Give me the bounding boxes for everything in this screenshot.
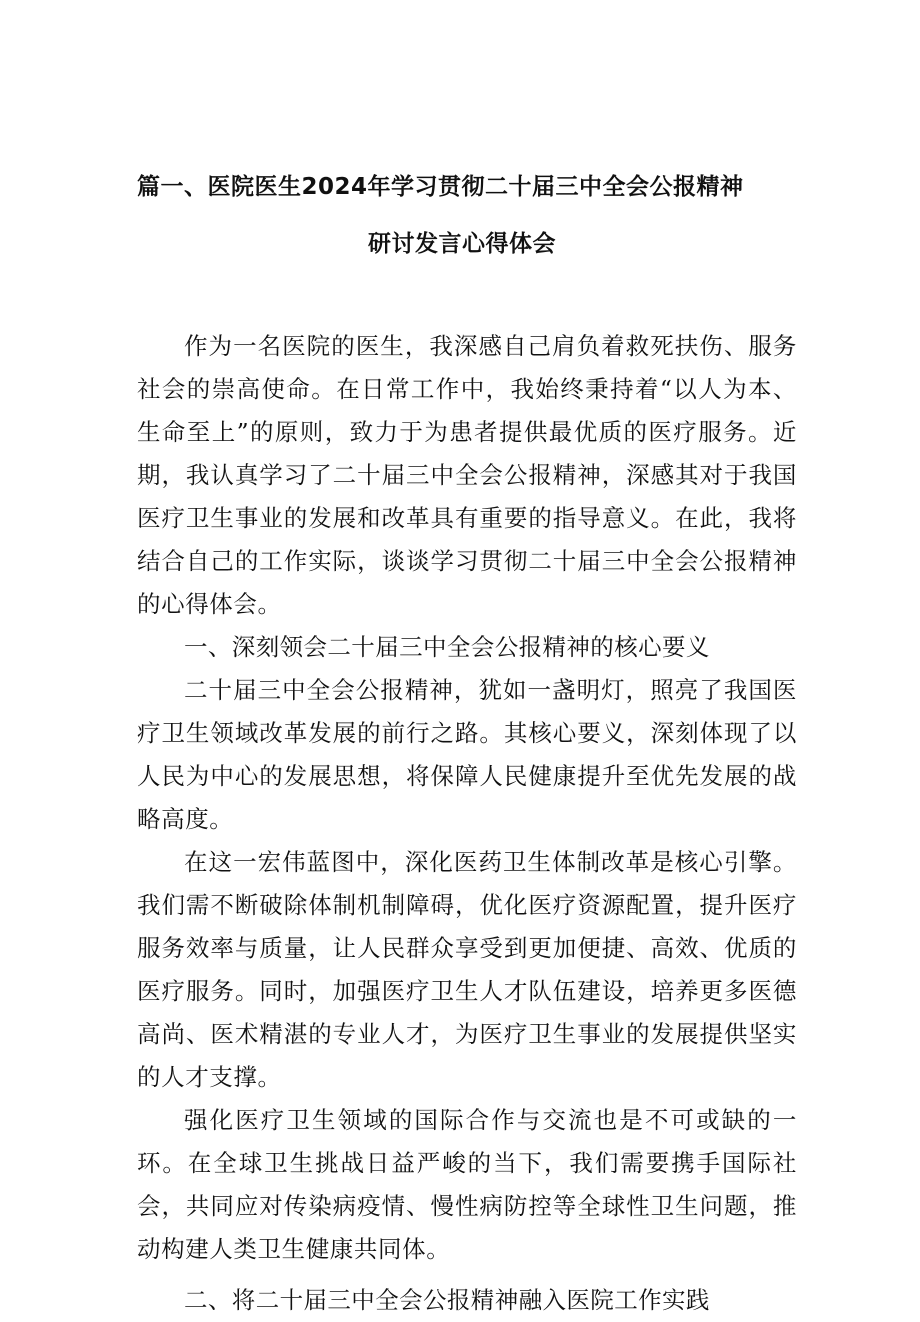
document-title-line-2: 研讨发言心得体会: [368, 231, 556, 257]
body-paragraph-2: 在这一宏伟蓝图中，深化医药卫生体制改革是核心引擎。我们需不断破除体制机制障碍，优化医疗资源配置，提升医疗服务效率与质量，让人民群众享受到更加便捷、高效、优质的医疗服务。同时，加强医疗卫生人才队伍建设，培养更多医德高尚、医术精湛的专业人才，为医疗卫生事业的发展提供坚实的人才支撑。: [137, 848, 797, 1091]
document-body: [137, 325, 797, 1322]
body-paragraph-3: 强化医疗卫生领域的国际合作与交流也是不可或缺的一环。在全球卫生挑战日益严峻的当下，我们需要携手国际社会，共同应对传染病疫情、慢性病防控等全球性卫生问题，推动构建人类卫生健康共同体。: [137, 1106, 797, 1263]
section-spacer: [137, 1271, 797, 1279]
body-paragraph-1: 二十届三中全会公报精神，犹如一盏明灯，照亮了我国医疗卫生领域改革发展的前行之路。其核心要义，深刻体现了以人民为中心的发展思想，将保障人民健康提升至优先发展的战略高度。: [137, 676, 797, 833]
section-heading-2: 二、将二十届三中全会公报精神融入医院工作实践: [184, 1286, 710, 1314]
section-heading-1: 一、深刻领会二十届三中全会公报精神的核心要义: [184, 633, 710, 661]
document-title-line-1: 篇一、医院医生2024年学习贯彻二十届三中全会公报精神: [137, 174, 744, 200]
intro-paragraph: 作为一名医院的医生，我深感自己肩负着救死扶伤、服务社会的崇高使命。在日常工作中，我始终秉持着“以人为本、生命至上”的原则，致力于为患者提供最优质的医疗服务。近期，我认真学习了二十届三中全会公报精神，深感其对于我国医疗卫生事业的发展和改革具有重要的指导意义。在此，我将结合自己的工作实际，谈谈学习贯彻二十届三中全会公报精神的心得体会。: [137, 332, 797, 618]
